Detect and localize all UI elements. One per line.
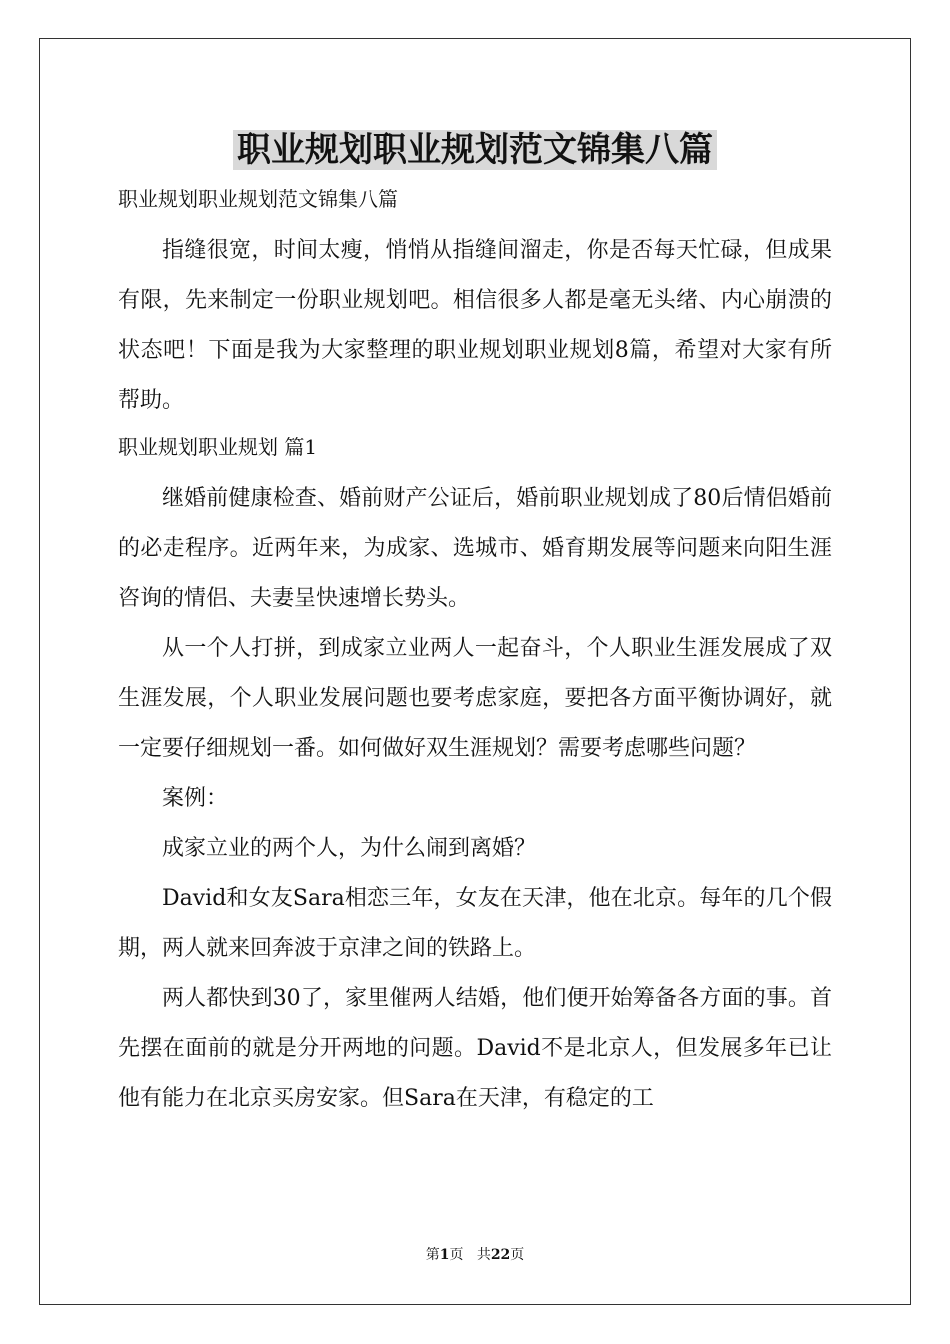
section-heading: 职业规划职业规划 篇1 [118,435,318,459]
paragraph-5: David和女友Sara相恋三年，女友在天津，他在北京。每年的几个假期，两人就来回奔波于京津之间的铁路上。 [118,886,832,961]
paragraph-6: 两人都快到30了，家里催两人结婚，他们便开始筹备各方面的事。首先摆在面前的就是分开两地的问题。David不是北京人，但发展多年已让他有能力在北京买房安家。但Sara在天津，有稳定的工 [118,986,832,1111]
document-title [118,124,832,176]
document-title-text: 职业规划职业规划范文锦集八篇 [233,130,717,170]
intro-paragraph: 指缝很宽，时间太瘦，悄悄从指缝间溜走，你是否每天忙碌，但成果有限，先来制定一份职业规划吧。相信很多人都是毫无头绪、内心崩溃的状态吧！下面是我为大家整理的职业规划职业规划8篇，希望对大家有所帮助。 [118,238,832,413]
document-subtitle: 职业规划职业规划范文锦集八篇 [118,187,398,211]
page-prefix: 第 [425,1247,440,1263]
total-suffix: 页 [510,1247,525,1263]
page-number: 1 [439,1247,450,1263]
page-suffix: 页 [449,1247,464,1263]
page-footer [0,1245,950,1265]
total-pages: 22 [490,1247,511,1263]
paragraph-4: 成家立业的两个人，为什么闹到离婚？ [162,836,537,861]
paragraph-2: 从一个人打拼，到成家立业两人一起奋斗，个人职业生涯发展成了双生涯发展，个人职业发展问题也要考虑家庭，要把各方面平衡协调好，就一定要仔细规划一番。如何做好双生涯规划？需要考虑哪些问题？ [118,636,832,761]
paragraph-3: 案例： [162,786,229,811]
paragraph-1: 继婚前健康检查、婚前财产公证后，婚前职业规划成了80后情侣婚前的必走程序。近两年来，为成家、选城市、婚育期发展等问题来向阳生涯咨询的情侣、夫妻呈快速增长势头。 [118,486,832,611]
document-body [118,124,832,1124]
total-prefix: 共 [476,1247,491,1263]
